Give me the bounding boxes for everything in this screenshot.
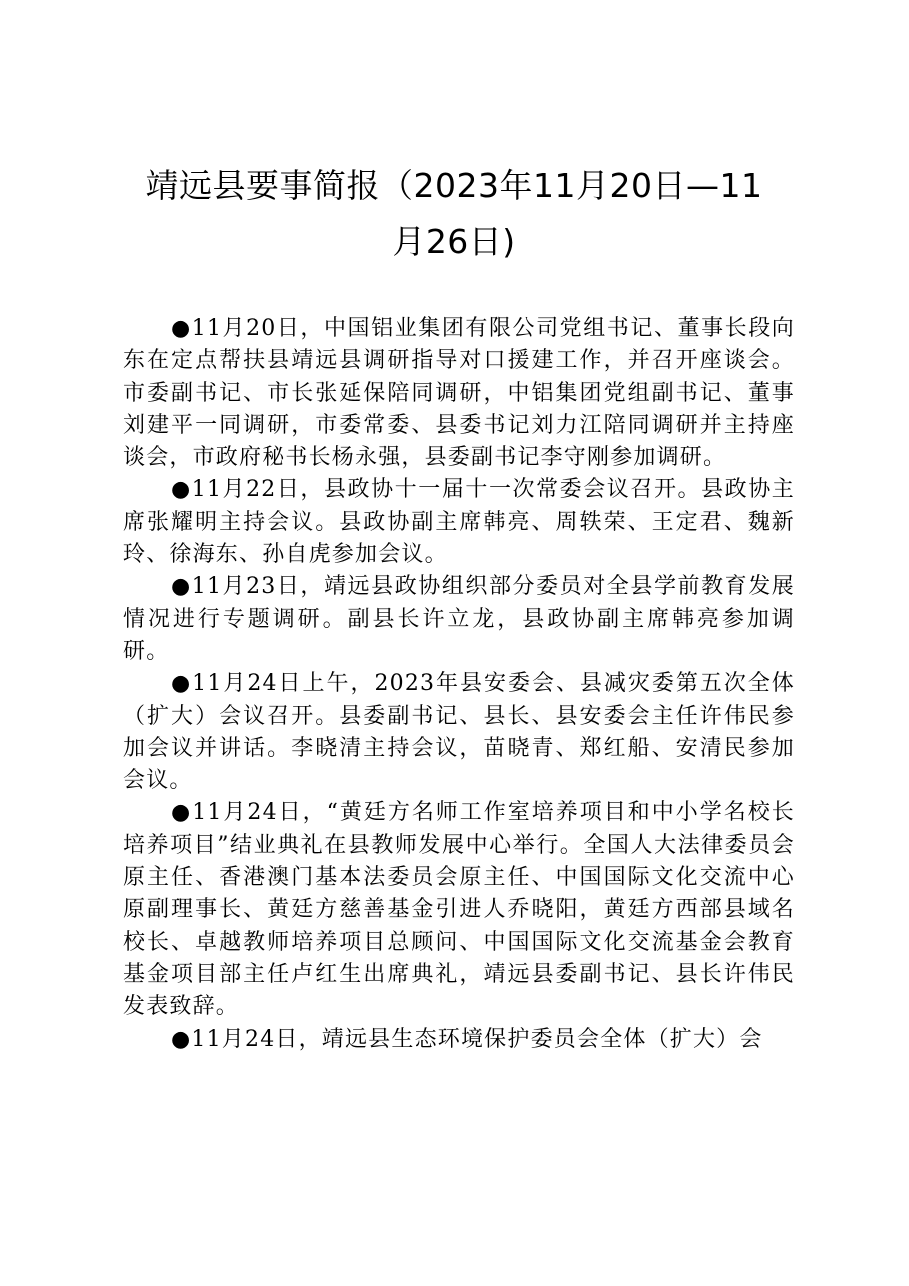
news-item-paragraph: ●11月24日上午，2023年县安委会、县减灾委第五次全体（扩大）会议召开。县委副书记、县长、县安委会主任许伟民参加会议并讲话。李晓清主持会议，苗晓青、郑红船、安清民参加会议。 [123,671,795,794]
document-title [118,158,790,270]
news-item-paragraph: ●11月22日，县政协十一届十一次常委会议召开。县政协主席张耀明主持会议。县政协副主席韩亮、周轶荣、王定君、魏新玲、徐海东、孙自虎参加会议。 [123,477,795,568]
title-line-1: 靖远县要事简报（2023年11月20日—11 [145,166,763,205]
document-body [123,313,795,1056]
news-item-paragraph: ●11月20日，中国铝业集团有限公司党组书记、董事长段向东在定点帮扶县靖远县调研指导对口援建工作，并召开座谈会。市委副书记、市长张延保陪同调研，中铝集团党组副书记、董事刘建平一同调研，市委常委、县委书记刘力江陪同调研并主持座谈会，市政府秘书长杨永强，县委副书记李守刚参加调研。 [123,316,795,471]
news-item-paragraph: ●11月24日，“黄廷方名师工作室培养项目和中小学名校长培养项目”结业典礼在县教师发展中心举行。全国人大法律委员会原主任、香港澳门基本法委员会原主任、中国国际文化交流中心原副理事长、黄廷方慈善基金引进人乔晓阳，黄廷方西部县域名校长、卓越教师培养项目总顾问、中国国际文化交流基金会教育基金项目部主任卢红生出席典礼，靖远县委副书记、县长许伟民发表致辞。 [123,800,795,1020]
news-item-paragraph: ●11月24日，靖远县生态环境保护委员会全体（扩大）会 [171,1026,763,1052]
news-item-paragraph: ●11月23日，靖远县政协组织部分委员对全县学前教育发展情况进行专题调研。副县长许立龙，县政协副主席韩亮参加调研。 [123,574,795,664]
title-line-2: 月26日) [392,222,516,261]
